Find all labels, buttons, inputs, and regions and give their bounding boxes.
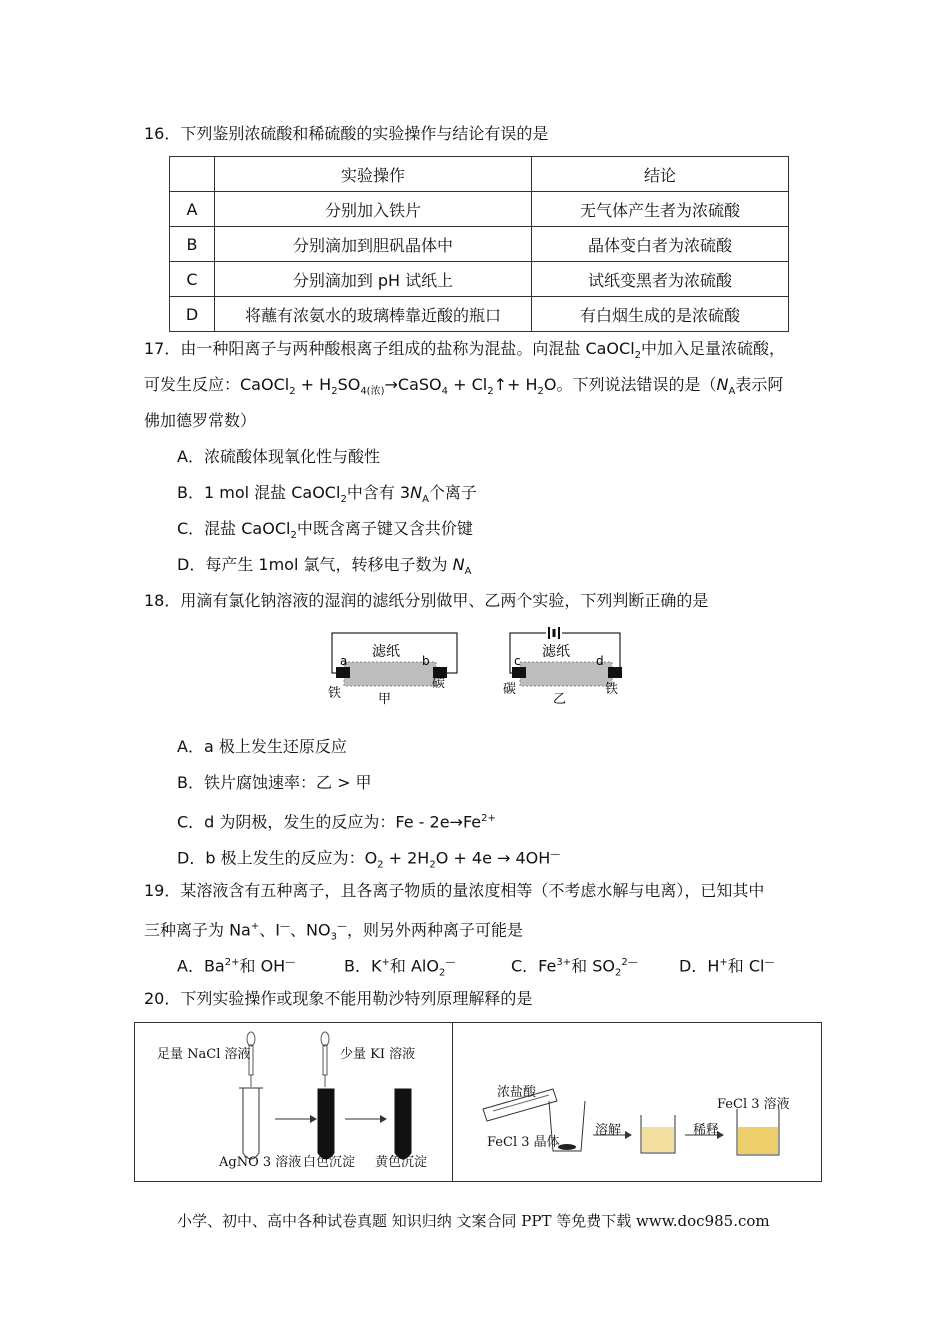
page-footer: 小学、初中、高中各种试卷真题 知识归纳 文案合同 PPT 等免费下载 www.doc985.com — [177, 1212, 770, 1230]
text: C．d 为阴极，发生的反应为：Fe - 2e→Fe — [177, 812, 482, 832]
q16-table — [169, 156, 789, 332]
q17-option-a: A．浓硫酸体现氧化性与酸性 — [177, 447, 380, 466]
label-b: b — [422, 654, 430, 668]
q20-figure-frame — [134, 1022, 822, 1182]
subscript: 2 — [290, 530, 297, 542]
superscript: — — [285, 957, 296, 968]
text: A．Ba — [177, 956, 225, 976]
text: 中含有 3 — [346, 483, 411, 502]
dilute-label: 稀释 — [693, 1123, 720, 1138]
subscript: A — [728, 386, 736, 398]
text: D．每产生 1mol 氯气，转移电子数为 — [177, 555, 453, 574]
setup-yi — [503, 627, 622, 707]
q17-line3: 佛加德罗常数） — [144, 411, 257, 430]
subscript: 2 — [634, 350, 642, 362]
text: 和 SO — [571, 956, 615, 976]
carbon-electrode — [512, 667, 526, 678]
q19-option-b — [344, 952, 455, 985]
carbon-label: 碳 — [503, 682, 517, 697]
row-conclusion: 无气体产生者为浓硫酸 — [532, 192, 789, 227]
subscript: 2 — [331, 386, 338, 398]
subscript: 4 — [441, 386, 448, 398]
subscript: 2 — [289, 386, 296, 398]
text: 个离子 — [428, 483, 477, 502]
subscript: 2 — [429, 859, 436, 871]
q19-option-c — [511, 952, 638, 985]
nacl-label: 足量 NaCl 溶液 — [157, 1047, 251, 1062]
q17-line2 — [144, 374, 783, 403]
text: 、I — [259, 920, 280, 940]
text: SO — [337, 375, 361, 394]
setup-jia — [328, 633, 457, 707]
text: B．K — [344, 956, 382, 976]
iron-electrode — [336, 667, 350, 678]
yi-label: 乙 — [553, 692, 567, 707]
text: 和 AlO — [389, 956, 439, 976]
row-label: B — [170, 227, 215, 262]
q19-option-d — [679, 952, 774, 977]
subscript: 3 — [330, 931, 337, 943]
q18-option-b: B．铁片腐蚀速率：乙 > 甲 — [177, 773, 372, 792]
label-c: c — [514, 654, 521, 668]
arrow-icon — [310, 1115, 317, 1123]
fecl3-solution-label: FeCl 3 溶液 — [717, 1097, 790, 1112]
text: ，则另外两种离子可能是 — [346, 920, 523, 940]
q18-stem: 18．用滴有氯化钠溶液的湿润的滤纸分别做甲、乙两个实验，下列判断正确的是 — [144, 591, 709, 610]
test-tube-icon — [318, 1089, 334, 1159]
text: →CaSO — [384, 375, 442, 394]
table-row — [170, 262, 789, 297]
electrolysis-figure — [320, 625, 640, 710]
subscript: 2 — [438, 967, 446, 979]
text: 和 OH — [239, 956, 286, 976]
na-symbol: N — [410, 483, 423, 502]
text: + Cl — [448, 375, 488, 394]
q16-stem: 16．下列鉴别浓硫酸和稀硫酸的实验操作与结论有误的是 — [144, 124, 549, 143]
text: 、NO — [290, 920, 331, 940]
beaker-icon — [641, 1115, 675, 1153]
superscript: — — [280, 921, 290, 932]
na-symbol: N — [716, 375, 729, 394]
hcl-label: 浓盐酸 — [497, 1085, 537, 1100]
fecl3-crystal-label: FeCl 3 晶体 — [487, 1135, 560, 1150]
text: B．1 mol 混盐 CaOCl — [177, 483, 341, 502]
beaker-icon — [737, 1109, 779, 1155]
yellow-precipitate-label: 黄色沉淀 — [375, 1155, 428, 1170]
q19-option-a — [177, 952, 295, 977]
na-symbol: N — [452, 555, 465, 574]
row-operation: 分别滴加到胆矾晶体中 — [215, 227, 532, 262]
table-row — [170, 157, 789, 192]
agno3-label: AgNO 3 溶液 — [219, 1155, 302, 1170]
row-label: D — [170, 297, 215, 332]
ki-label: 少量 KI 溶液 — [340, 1047, 416, 1062]
subscript: 2 — [614, 967, 622, 979]
superscript: + — [250, 921, 260, 932]
subscript: 2 — [340, 494, 347, 506]
q17-option-d — [177, 554, 471, 583]
row-conclusion: 试纸变黑者为浓硫酸 — [532, 262, 789, 297]
row-operation: 分别加入铁片 — [215, 192, 532, 227]
test-tube-icon — [395, 1089, 411, 1159]
text: D．b 极上发生的反应为：O — [177, 848, 378, 868]
dissolve-label: 溶解 — [595, 1123, 622, 1138]
table-row — [170, 227, 789, 262]
jia-label: 甲 — [378, 692, 392, 707]
text: O。下列说法错误的是（ — [543, 375, 717, 394]
table-row — [170, 192, 789, 227]
text: O + 4e → 4OH — [435, 848, 551, 868]
q19-line2 — [144, 916, 523, 949]
filter-label: 滤纸 — [372, 644, 400, 660]
subscript: A — [422, 494, 429, 506]
test-tube-icon — [239, 1088, 263, 1159]
filter-label: 滤纸 — [542, 644, 570, 660]
text: + H — [295, 375, 332, 394]
text: 中既含离子键又含共价键 — [296, 519, 473, 538]
row-label: A — [170, 192, 215, 227]
iron-label: 铁 — [605, 682, 619, 697]
iron-electrode — [608, 667, 622, 678]
label-d: d — [596, 654, 604, 668]
row-conclusion: 晶体变白者为浓硫酸 — [532, 227, 789, 262]
text: C．Fe — [511, 956, 557, 976]
q18-option-c — [177, 808, 496, 833]
text: 三种离子为 Na — [144, 920, 251, 940]
superscript: — — [764, 957, 775, 968]
superscript: 2+ — [224, 957, 240, 968]
superscript: — — [550, 849, 561, 860]
text: 17．由一种阳离子与两种酸根离子组成的盐称为混盐。向混盐 CaOCl — [144, 339, 635, 358]
text: C．混盐 CaOCl — [177, 519, 291, 538]
text: 表示阿 — [735, 375, 784, 394]
row-operation: 分别滴加到 pH 试纸上 — [215, 262, 532, 297]
dropper-icon — [321, 1032, 329, 1087]
superscript: 2— — [621, 957, 638, 968]
subscript: 2 — [487, 386, 494, 398]
q17-option-c — [177, 518, 473, 547]
row-operation: 将蘸有浓氨水的玻璃棒靠近酸的瓶口 — [215, 297, 532, 332]
subscript: 2 — [537, 386, 544, 398]
subscript: 4(浓) — [360, 386, 385, 398]
label-a: a — [340, 654, 348, 668]
arrow-icon — [380, 1115, 387, 1123]
superscript: — — [336, 921, 347, 932]
superscript: + — [719, 957, 728, 968]
q18-option-d — [177, 844, 560, 877]
text: 中加入足量浓硫酸， — [641, 339, 786, 358]
carbon-label: 碳 — [432, 676, 446, 691]
arrow-icon — [625, 1131, 632, 1139]
table-row — [170, 297, 789, 332]
q17-line1 — [144, 338, 785, 367]
table-header-cell — [170, 157, 215, 192]
subscript: A — [464, 566, 472, 578]
subscript: 2 — [377, 859, 384, 871]
white-precipitate-label: 白色沉淀 — [303, 1155, 356, 1170]
q19-line1: 19．某溶液含有五种离子，且各离子物质的量浓度相等（不考虑水解与电离），已知其中 — [144, 881, 765, 900]
q18-option-a: A．a 极上发生还原反应 — [177, 737, 347, 756]
superscript: + — [381, 957, 390, 968]
table-header-cell: 结论 — [532, 157, 789, 192]
superscript: 2+ — [481, 813, 496, 824]
row-conclusion: 有白烟生成的是浓硫酸 — [532, 297, 789, 332]
q20-stem: 20．下列实验操作或现象不能用勒沙特列原理解释的是 — [144, 989, 533, 1008]
superscript: 3+ — [556, 957, 572, 968]
q17-option-b — [177, 482, 477, 511]
superscript: — — [445, 957, 456, 968]
text: + 2H — [383, 848, 430, 868]
text: 和 Cl — [727, 956, 765, 976]
text: D．H — [679, 956, 720, 976]
text: 可发生反应：CaOCl — [144, 375, 290, 394]
text: ↑+ H — [493, 375, 538, 394]
table-header-cell: 实验操作 — [215, 157, 532, 192]
iron-label: 铁 — [328, 686, 342, 701]
row-label: C — [170, 262, 215, 297]
